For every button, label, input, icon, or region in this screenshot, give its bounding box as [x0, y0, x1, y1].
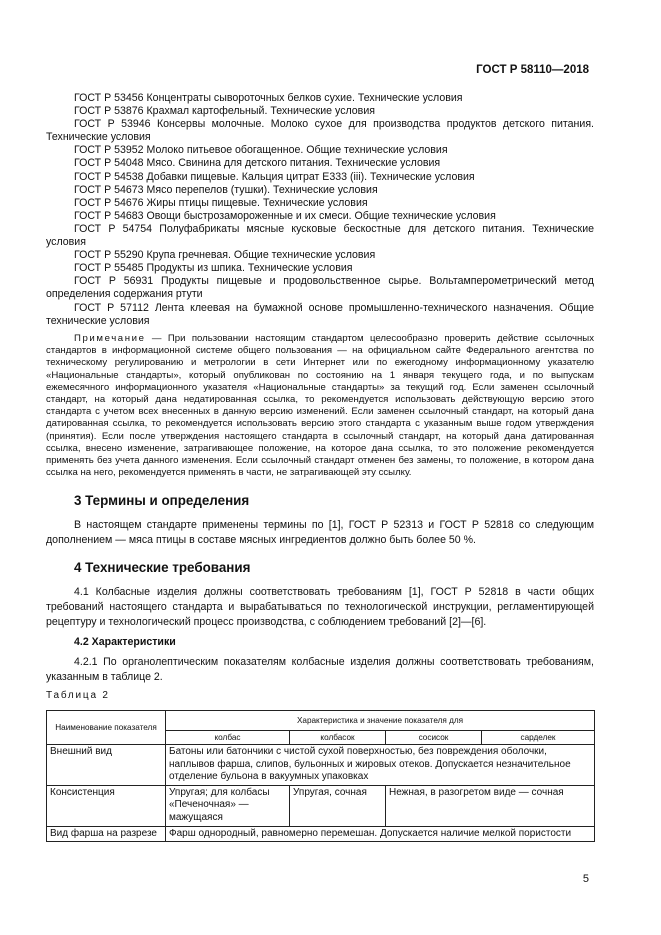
reference-item: ГОСТ Р 56931 Продукты пищевые и продовольственное сырье. Вольтамперометрический метод определения содержания ртути [46, 275, 594, 301]
row-value-small-sausages: Упругая, сочная [290, 785, 386, 826]
reference-item: ГОСТ Р 54754 Полуфабрикаты мясные кусковые бескостные для детского питания. Технические условия [46, 222, 594, 249]
row-value: Фарш однородный, равномерно перемешан. Допускается наличие мелкой пористости [166, 826, 595, 842]
section-4-heading: 4 Технические требования [74, 560, 251, 575]
row-name: Вид фарша на разрезе [47, 826, 166, 842]
reference-item: ГОСТ Р 55485 Продукты из шпика. Технические условия [74, 262, 353, 275]
row-name: Внешний вид [47, 745, 166, 786]
reference-item: ГОСТ Р 53946 Консервы молочные. Молоко сухое для производства продуктов детского питания. Технические условия [46, 118, 594, 144]
normative-references-list [46, 92, 594, 328]
col-header-sausages: колбас [166, 731, 290, 745]
reference-item: ГОСТ Р 53952 Молоко питьевое обогащенное. Общие технические условия [74, 144, 448, 157]
table-caption: Таблица 2 [46, 690, 110, 701]
row-value-sausages: Упругая; для колбасы «Печеночная» — мажущаяся [166, 785, 290, 826]
page-number: 5 [582, 873, 589, 885]
section-4-2-1-text: 4.2.1 По органолептическим показателям колбасные изделия должны соответствовать требованиям, указанным в таблице 2. [46, 656, 594, 683]
section-3-text: В настоящем стандарте применены термины по [1], ГОСТ Р 52313 и ГОСТ Р 52818 со следующим дополнением — мяса птицы в составе мясных ингредиентов должно быть более 50 %. [46, 519, 594, 546]
table-row [47, 826, 595, 842]
row-value-frankfurters-wieners: Нежная, в разогретом виде — сочная [386, 785, 595, 826]
note-text: — При пользовании настоящим стандартом целесообразно проверить действие ссылочных стандартов в информационной системе общего пользования — на официальном сайте Федерального агентства по техническому регулированию и метрологии в сети Интернет или по ежегодному информационному указателю «Национальные стандарты», который опубликован по состоянию на 1 января текущего года, и по выпускам ежемесячного информационного указателя «Национальные стандарты» за текущий год. Если заменен ссылочный стандарт, на который дана недатированная ссылка, то рекомендуется использовать действующую версию этого стандарта с учетом всех внесенных в данную версию изменений. Если заменен ссылочный стандарт, на который дана датированная ссылка, то рекомендуется использовать версию этого стандарта с указанным выше годом утверждения (принятия). Если после утверждения настоящего стандарта в ссылочный стандарт, на который дана датированная ссылка, внесено изменение, затрагивающее положение, на которое дана ссылка, то это положение рекомендуется применять без учета данного изменения. Если ссылочный стандарт отменен без замены, то положение, в котором дана ссылка на него, рекомендуется применять в части, не затрагивающей эту ссылку. [46, 333, 594, 479]
table-row [47, 785, 595, 826]
section-4-1-text: 4.1 Колбасные изделия должны соответствовать требованиям [1], ГОСТ Р 52818 в части общих требований настоящего стандарта и вырабатываться по технологической инструкции, регламентирующей рецептуру и технологический процесс производства, с соблюдением требований [2]—[6]. [46, 586, 594, 628]
col-header-wieners: сарделек [482, 731, 595, 745]
document-id: ГОСТ Р 58110—2018 [476, 64, 589, 76]
col-header-frankfurters: сосисок [386, 731, 482, 745]
reference-item: ГОСТ Р 54683 Овощи быстрозамороженные и их смеси. Общие технические условия [74, 209, 496, 222]
reference-item: ГОСТ Р 53876 Крахмал картофельный. Технические условия [74, 105, 375, 118]
reference-item: ГОСТ Р 55290 Крупа гречневая. Общие технические условия [74, 249, 376, 262]
note-label: Примечание [74, 333, 146, 344]
reference-item: ГОСТ Р 53456 Концентраты сывороточных белков сухие. Технические условия [74, 92, 463, 104]
section-4-2-heading: 4.2 Характеристики [74, 636, 176, 648]
organoleptic-table [46, 710, 595, 842]
reference-item: ГОСТ Р 57112 Лента клеевая на бумажной основе промышленно-технического назначения. Общие технические условия [46, 301, 594, 327]
row-name: Консистенция [47, 785, 166, 826]
table-row [47, 745, 595, 786]
col-header-small-sausages: колбасок [290, 731, 386, 745]
reference-item: ГОСТ Р 54538 Добавки пищевые. Кальция цитрат Е333 (iii). Технические условия [74, 170, 475, 183]
section-3-heading: 3 Термины и определения [74, 493, 250, 508]
reference-item: ГОСТ Р 54673 Мясо перепелов (тушки). Технические условия [74, 183, 378, 196]
note-paragraph [46, 333, 594, 479]
col-header-parameter: Наименование показателя [47, 711, 166, 745]
col-header-group: Характеристика и значение показателя для [166, 711, 595, 731]
reference-item: ГОСТ Р 54676 Жиры птицы пищевые. Технические условия [74, 196, 368, 209]
reference-item: ГОСТ Р 54048 Мясо. Свинина для детского питания. Технические условия [74, 157, 441, 170]
row-value: Батоны или батончики с чистой сухой поверхностью, без повреждения оболочки, наплывов фарша, слипов, бульонных и жировых отеков. Допускается незначительное отделение бульона в вакуумных упаковках [166, 745, 595, 786]
